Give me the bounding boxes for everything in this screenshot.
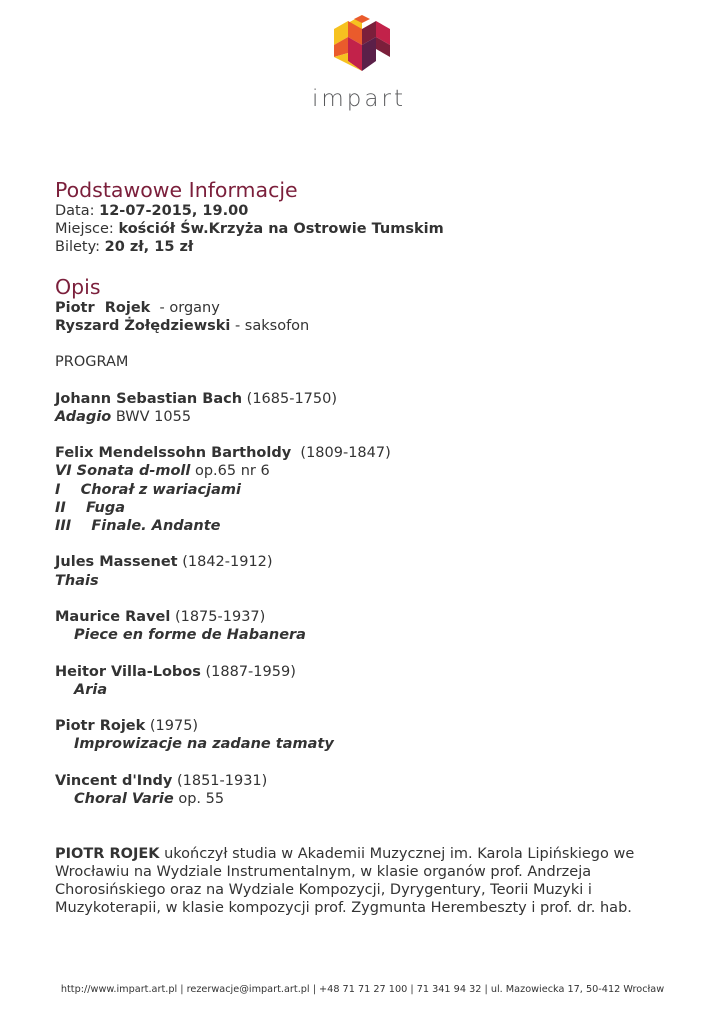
tickets-row: Bilety: 20 zł, 15 zł [55, 239, 194, 256]
composer-years: (1842-1912) [177, 554, 273, 571]
info-heading: Podstawowe Informacje [55, 178, 298, 202]
performer-name: Piotr Rojek [55, 299, 151, 316]
work-row [55, 517, 675, 535]
spacer [55, 590, 675, 608]
composer-row [55, 390, 675, 408]
work-title: II Fuga [55, 499, 125, 516]
work-row [55, 626, 675, 644]
composer-name: Heitor Villa-Lobos [55, 663, 201, 680]
work-detail: op. 55 [173, 790, 225, 807]
composer-row [55, 717, 675, 735]
composer-row [55, 608, 675, 626]
work-title: III Finale. Andante [55, 518, 221, 534]
logo-wordmark: impart [312, 86, 406, 112]
performer-role: - saksofon [230, 317, 310, 334]
work-title: I Chorał z wariacjami [55, 481, 241, 498]
bio-line [55, 863, 675, 881]
work-row [55, 408, 675, 426]
composer-row [55, 663, 675, 681]
work-title: Piece en forme de Habanera [74, 627, 306, 644]
composer-years: (1851-1931) [172, 772, 268, 789]
spacer [55, 644, 675, 662]
work-row [55, 681, 675, 699]
work-detail: BWV 1055 [111, 408, 192, 425]
composer-name: Jules Massenet [55, 554, 178, 571]
bio-line [55, 899, 675, 917]
performer-role: - organy [150, 299, 220, 316]
opis-heading: Opis [55, 274, 101, 299]
composer-row [55, 553, 675, 571]
bio-line [55, 845, 675, 863]
biography [55, 845, 675, 918]
place-value: kościół Św.Krzyża na Ostrowie Tumskim [118, 221, 444, 238]
spacer [55, 535, 675, 553]
composer-name: Maurice Ravel [55, 608, 171, 625]
footer-contact: http://www.impart.art.pl | rezerwacje@impart.art.pl | +48 71 71 27 100 | 71 341 94 32 | ul. Mazowiecka 17, 50-412 Wrocław [60, 984, 665, 995]
work-row [55, 735, 675, 753]
performer-row [55, 299, 675, 317]
composer-name: Johann Sebastian Bach [55, 390, 243, 407]
composer-name: Vincent d'Indy [55, 772, 173, 789]
composer-name: Felix Mendelssohn Bartholdy [55, 445, 292, 462]
spacer [55, 808, 675, 826]
bio-name: PIOTR ROJEK [55, 845, 160, 862]
place-row: Miejsce: kościół Św.Krzyża na Ostrowie Tumskim [55, 221, 444, 238]
bio-line [55, 881, 675, 899]
document-content [55, 178, 675, 917]
program-label: PROGRAM [55, 354, 129, 371]
spacer [55, 826, 675, 844]
work-title: Choral Varie [74, 790, 174, 807]
bio-text: Muzykoterapii, w klasie kompozycji prof. Zygmunta Herembeszty i prof. dr. hab. [55, 900, 632, 917]
date-value: 12-07-2015, 19.00 [99, 203, 249, 219]
spacer [55, 699, 675, 717]
bio-text: Wrocławiu na Wydziale Instrumentalnym, w klasie organów prof. Andrzeja [55, 863, 592, 880]
composer-years: (1887-1959) [200, 663, 296, 680]
composer-years: (1685-1750) [242, 390, 338, 407]
work-row [55, 462, 675, 480]
spacer [55, 754, 675, 772]
work-title: Improwizacje na zadane tamaty [74, 736, 334, 753]
performer-name: Ryszard Żołędziewski [55, 317, 231, 334]
composer-years: (1875-1937) [170, 608, 266, 625]
work-title: Adagio [55, 408, 112, 425]
work-row [55, 572, 675, 590]
work-title: Thais [55, 572, 99, 589]
work-title: VI Sonata d-moll [55, 463, 191, 480]
performers-list [55, 299, 675, 335]
composer-row [55, 772, 675, 790]
performer-row [55, 317, 675, 335]
work-row [55, 499, 675, 517]
composer-name: Piotr Rojek [55, 718, 146, 735]
work-row [55, 481, 675, 499]
bio-text: ukończył studia w Akademii Muzycznej im. Karola Lipińskiego we [159, 845, 635, 862]
composer-years: (1975) [145, 718, 199, 735]
program-list [55, 390, 675, 845]
date-row: Data: 12-07-2015, 19.00 [55, 203, 249, 219]
composer-years: (1809-1847) [291, 445, 391, 462]
spacer [55, 426, 675, 444]
work-detail: op.65 nr 6 [190, 463, 270, 480]
composer-row [55, 444, 675, 462]
tickets-value: 20 zł, 15 zł [104, 239, 194, 256]
bio-text: Chorosińskiego oraz na Wydziale Kompozycji, Dyrygentury, Teorii Muzyki i [55, 881, 592, 898]
work-row [55, 790, 675, 808]
work-title: Aria [74, 681, 108, 698]
impart-logo-icon [334, 15, 390, 71]
